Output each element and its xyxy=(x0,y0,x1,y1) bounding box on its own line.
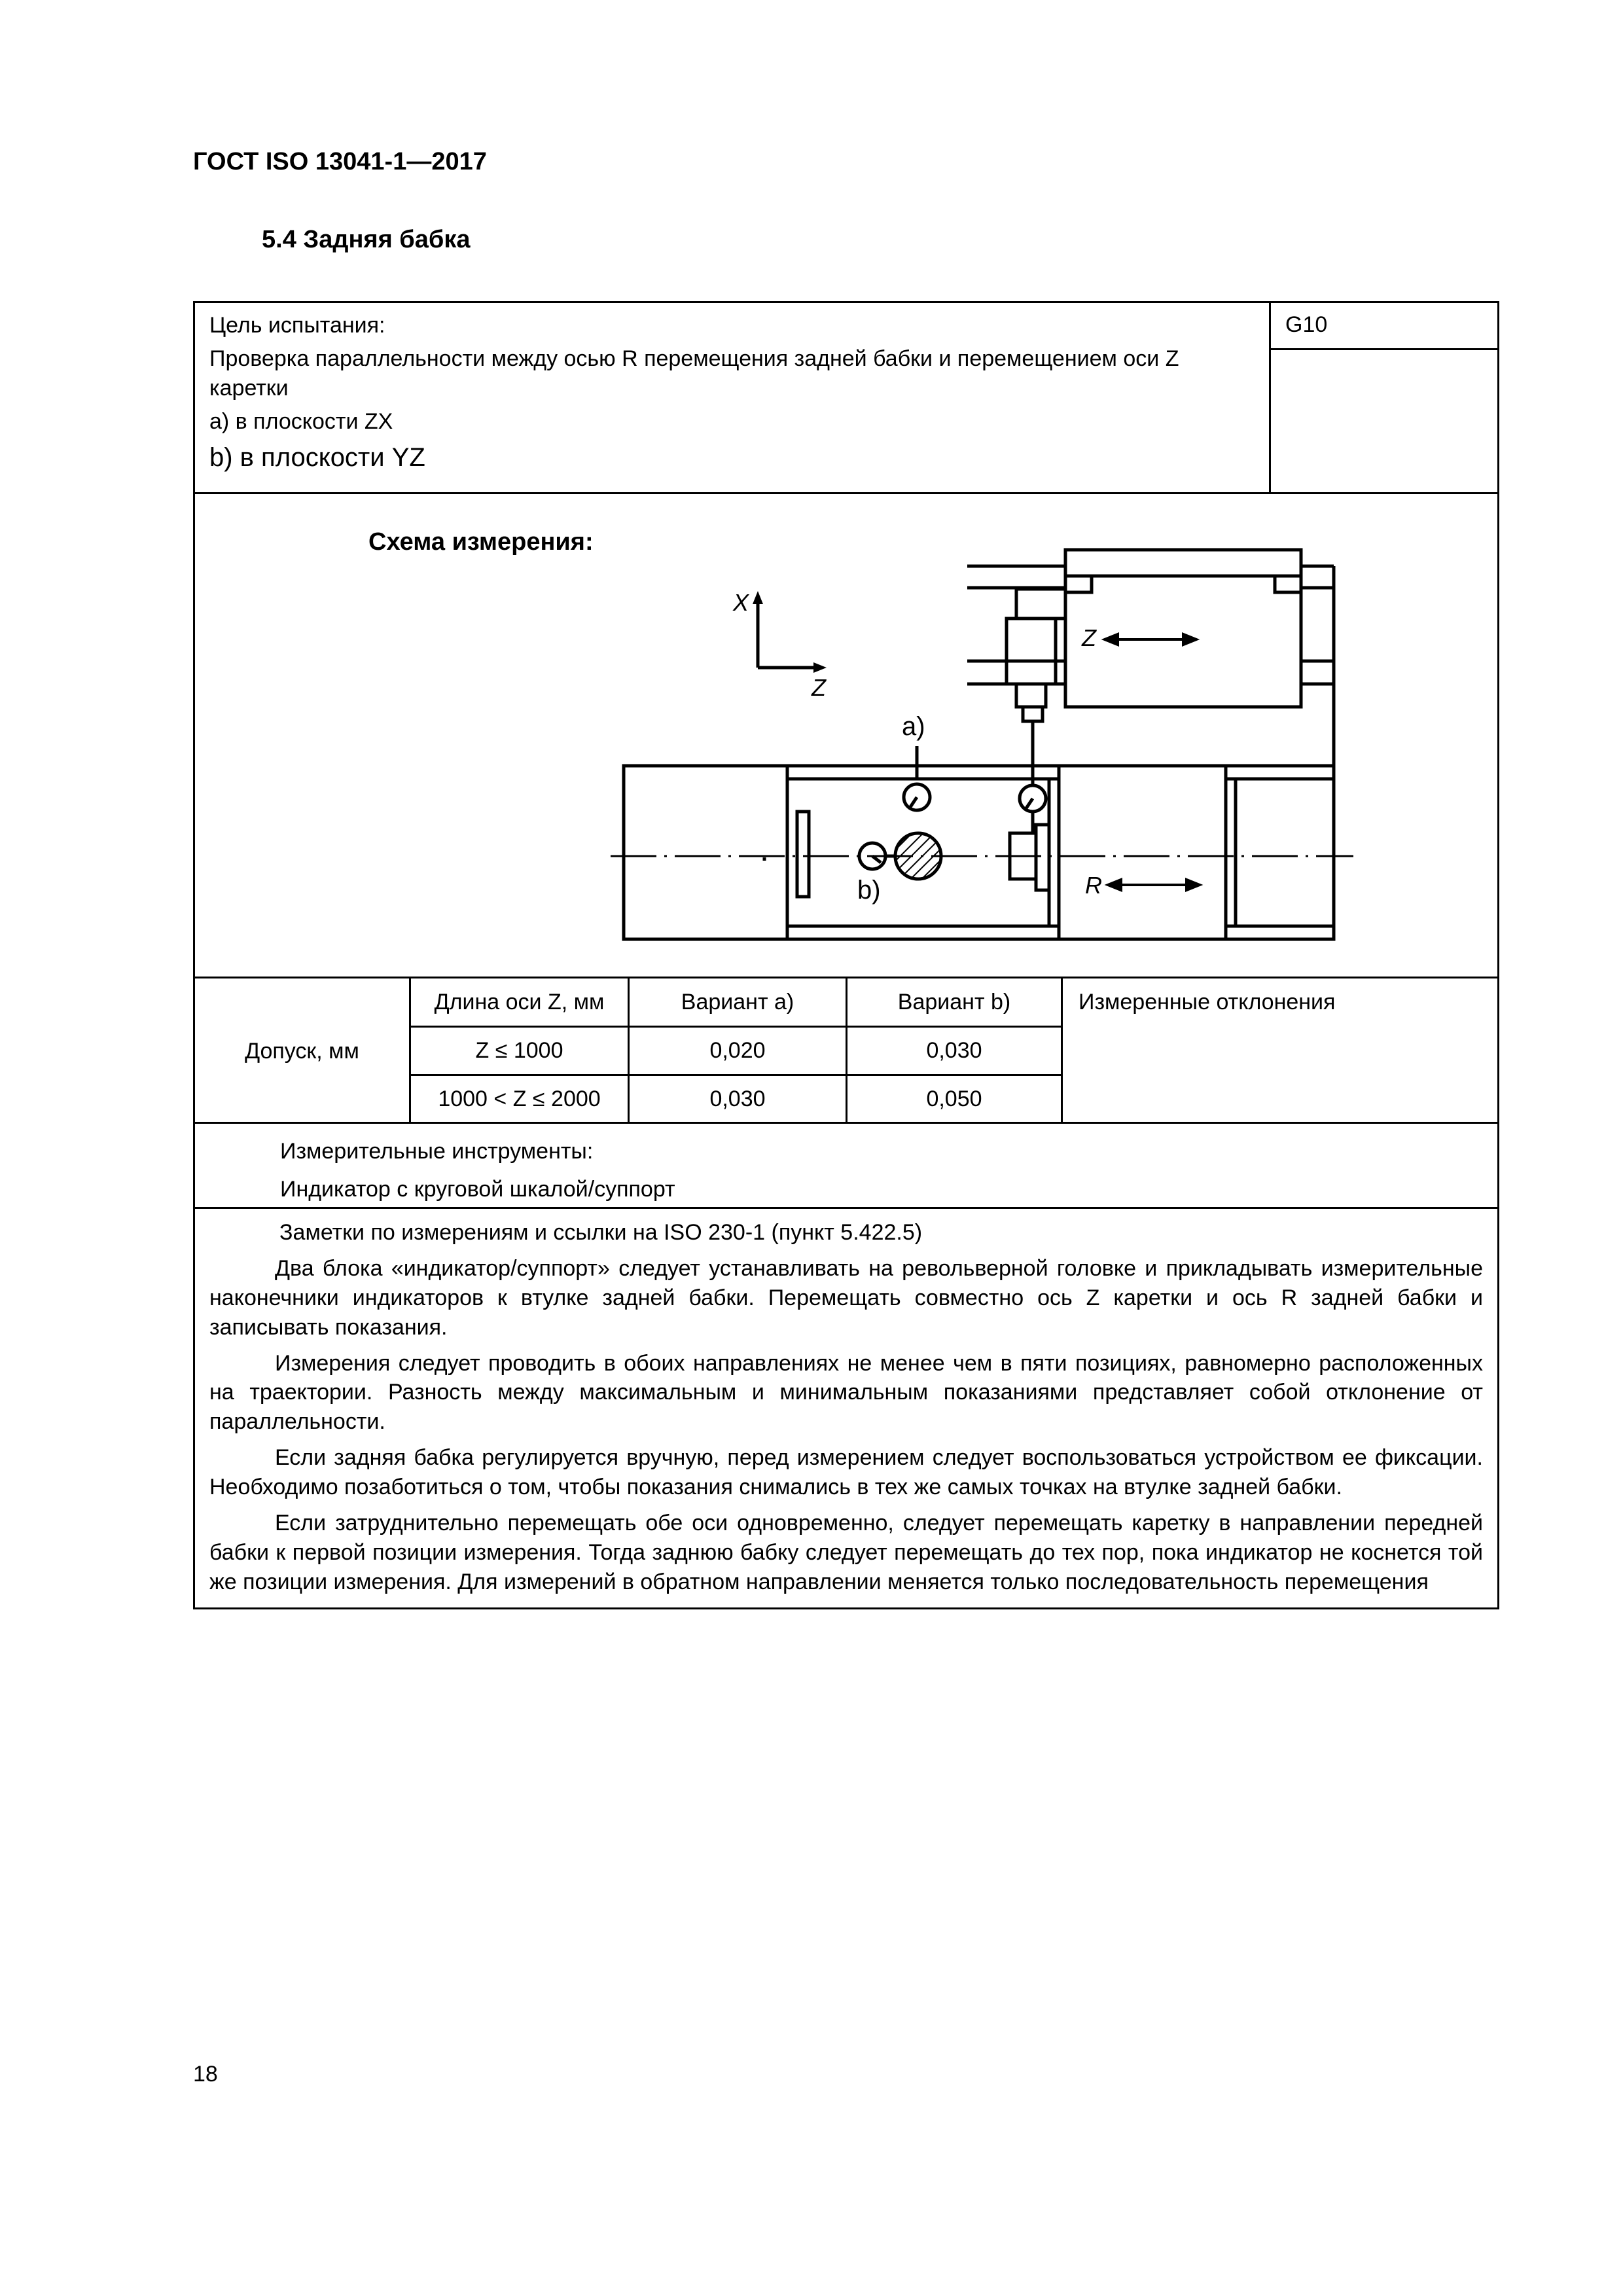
tolerance-row xyxy=(195,978,1497,1124)
tailstock-axis-label: R xyxy=(1085,872,1102,899)
schema-row xyxy=(195,494,1497,978)
purpose-row xyxy=(195,303,1497,494)
tailstock-sleeve-icon xyxy=(895,833,941,879)
variant-a-label: a) xyxy=(902,712,925,741)
header-length: Длина оси Z, мм xyxy=(434,989,605,1014)
notes-paragraph: Два блока «индикатор/суппорт» следует устанавливать на револьверной головке и прикладывать измерительные наконечники индикаторов к втулке задней бабки. Перемещать совместно ось Z каретки и ось R задней бабки и записывать показания. xyxy=(209,1255,1483,1340)
row2-length: 1000 < Z ≤ 2000 xyxy=(438,1086,601,1111)
carriage-icon xyxy=(967,550,1334,779)
purpose-item-a: а) в плоскости ZX xyxy=(209,408,393,434)
notes-title: Заметки по измерениям и ссылки на ISO 230-1 (пункт 5.422.5) xyxy=(279,1220,923,1245)
tailstock-arrow-icon xyxy=(1108,880,1200,890)
notes-paragraph: Если задняя бабка регулируется вручную, перед измерением следует воспользоваться устройством ее фиксации. Необходимо позаботиться о том, чтобы показания снимались в тех же самых точках на втулке задней бабки. xyxy=(209,1445,1483,1499)
variant-b-label: b) xyxy=(857,876,881,905)
z-axis-label: Z xyxy=(812,674,826,701)
row1-length: Z ≤ 1000 xyxy=(475,1038,563,1063)
header-variant-b: Вариант b) xyxy=(897,989,1011,1014)
measurement-diagram xyxy=(195,494,1497,977)
carriage-arrow-icon xyxy=(1105,634,1196,645)
schema-title: Схема измерения: xyxy=(368,528,594,556)
instruments-label: Измерительные инструменты: xyxy=(280,1139,594,1164)
x-axis-arrow-icon xyxy=(753,591,763,604)
page-number: 18 xyxy=(193,2062,218,2087)
instruments-value: Индикатор с круговой шкалой/суппорт xyxy=(280,1176,675,1202)
purpose-label: Цель испытания: xyxy=(209,313,385,338)
notes-paragraph: Если затруднительно перемещать обе оси одновременно, следует перемещать каретку в направлении передней бабки к первой позиции измерения. Тогда заднюю бабку следует перемещать до тех пор, пока индикатор не коснется той же позиции измерения. Для измерений в обратном направлении меняется только последовательность перемещения xyxy=(209,1510,1483,1594)
row2-variant-a: 0,030 xyxy=(709,1086,766,1111)
x-axis-label: X xyxy=(733,589,749,616)
test-code: G10 xyxy=(1271,303,1497,350)
section-title: 5.4 Задняя бабка xyxy=(262,226,471,253)
tolerance-label: Допуск, мм xyxy=(245,1038,359,1064)
carriage-axis-label: Z xyxy=(1082,624,1096,651)
purpose-item-b: b) в плоскости YZ xyxy=(209,442,425,472)
purpose-cell xyxy=(195,303,1271,492)
notes-paragraph: Измерения следует проводить в обоих направлениях не менее чем в пяти позициях, равномерно расположенных на траектории. Разность между максимальным и минимальным показаниями представляет собой отклонение от параллельности. xyxy=(209,1350,1483,1435)
header-variant-a: Вариант а) xyxy=(681,989,794,1014)
tailstock-bed-icon xyxy=(624,766,1334,939)
row1-variant-a: 0,020 xyxy=(709,1038,766,1063)
z-axis-arrow-icon xyxy=(813,662,827,673)
test-card xyxy=(193,301,1499,1609)
row2-variant-b: 0,050 xyxy=(926,1086,982,1111)
purpose-text: Проверка параллельности между осью R перемещения задней бабки и перемещением оси Z каретки xyxy=(209,346,1179,401)
notes-row xyxy=(195,1209,1497,1607)
instruments-row xyxy=(195,1124,1497,1209)
measured-deviations-label: Измеренные отклонения xyxy=(1079,989,1336,1014)
row1-variant-b: 0,030 xyxy=(926,1038,982,1063)
document-id: ГОСТ ISO 13041-1—2017 xyxy=(193,148,487,175)
